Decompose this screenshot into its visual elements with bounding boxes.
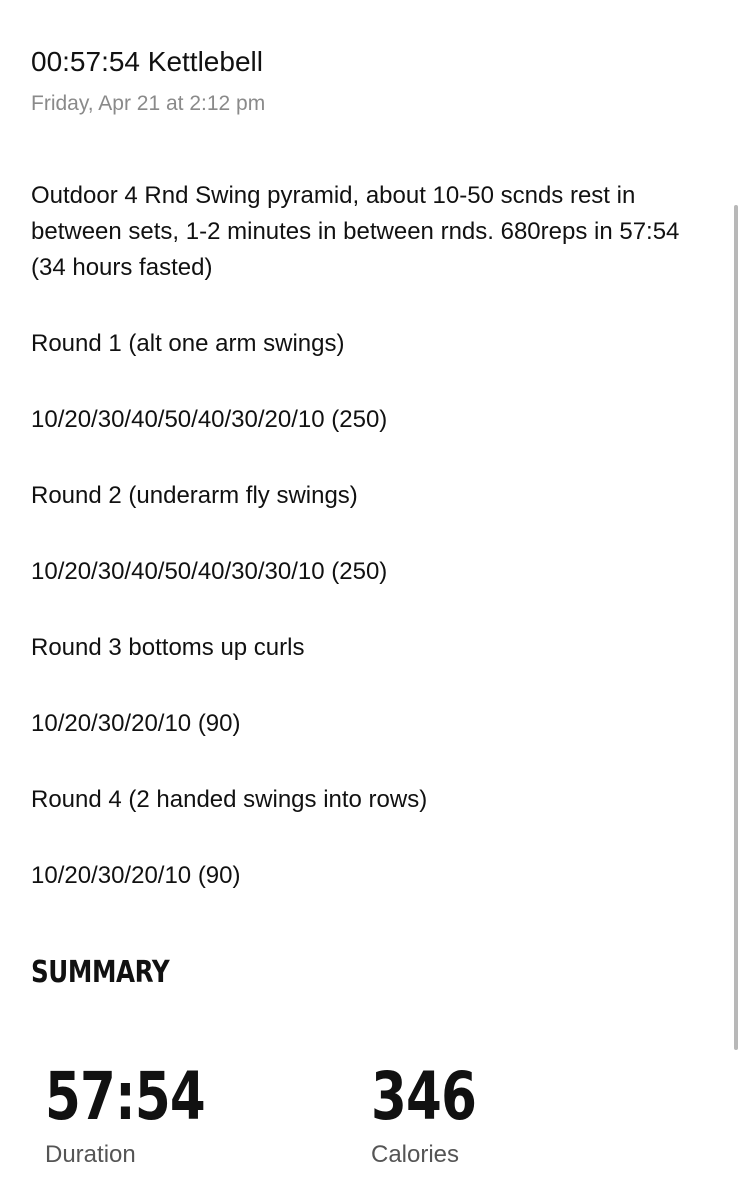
duration-stat	[45, 1058, 250, 1170]
notes-round-3-reps: 10/20/30/20/10 (90)	[31, 710, 241, 737]
notes-round-2-title: Round 2 (underarm fly swings)	[31, 482, 358, 509]
summary-heading: SUMMARY	[31, 955, 170, 990]
calories-value: 346	[371, 1058, 477, 1135]
notes-description: Outdoor 4 Rnd Swing pyramid, about 10-50 scnds rest in between sets, 1-2 minutes in between rnds. 680reps in 57:54 (34 hours fasted)	[31, 182, 680, 281]
calories-stat	[371, 1058, 506, 1170]
notes-round-1-reps: 10/20/30/40/50/40/30/20/10 (250)	[31, 406, 388, 433]
notes-round-3-title: Round 3 bottoms up curls	[31, 634, 305, 661]
duration-value: 57:54	[45, 1058, 205, 1135]
notes-round-4-reps: 10/20/30/20/10 (90)	[31, 862, 241, 889]
workout-date: Friday, Apr 21 at 2:12 pm	[31, 92, 266, 115]
notes-round-4-title: Round 4 (2 handed swings into rows)	[31, 786, 428, 813]
duration-label: Duration	[45, 1141, 136, 1168]
calories-label: Calories	[371, 1141, 460, 1168]
workout-title: 00:57:54 Kettlebell	[31, 46, 263, 77]
workout-notes	[31, 178, 711, 934]
notes-round-2-reps: 10/20/30/40/50/40/30/30/10 (250)	[31, 558, 388, 585]
scrollbar[interactable]	[734, 205, 738, 1050]
notes-round-1-title: Round 1 (alt one arm swings)	[31, 330, 345, 357]
